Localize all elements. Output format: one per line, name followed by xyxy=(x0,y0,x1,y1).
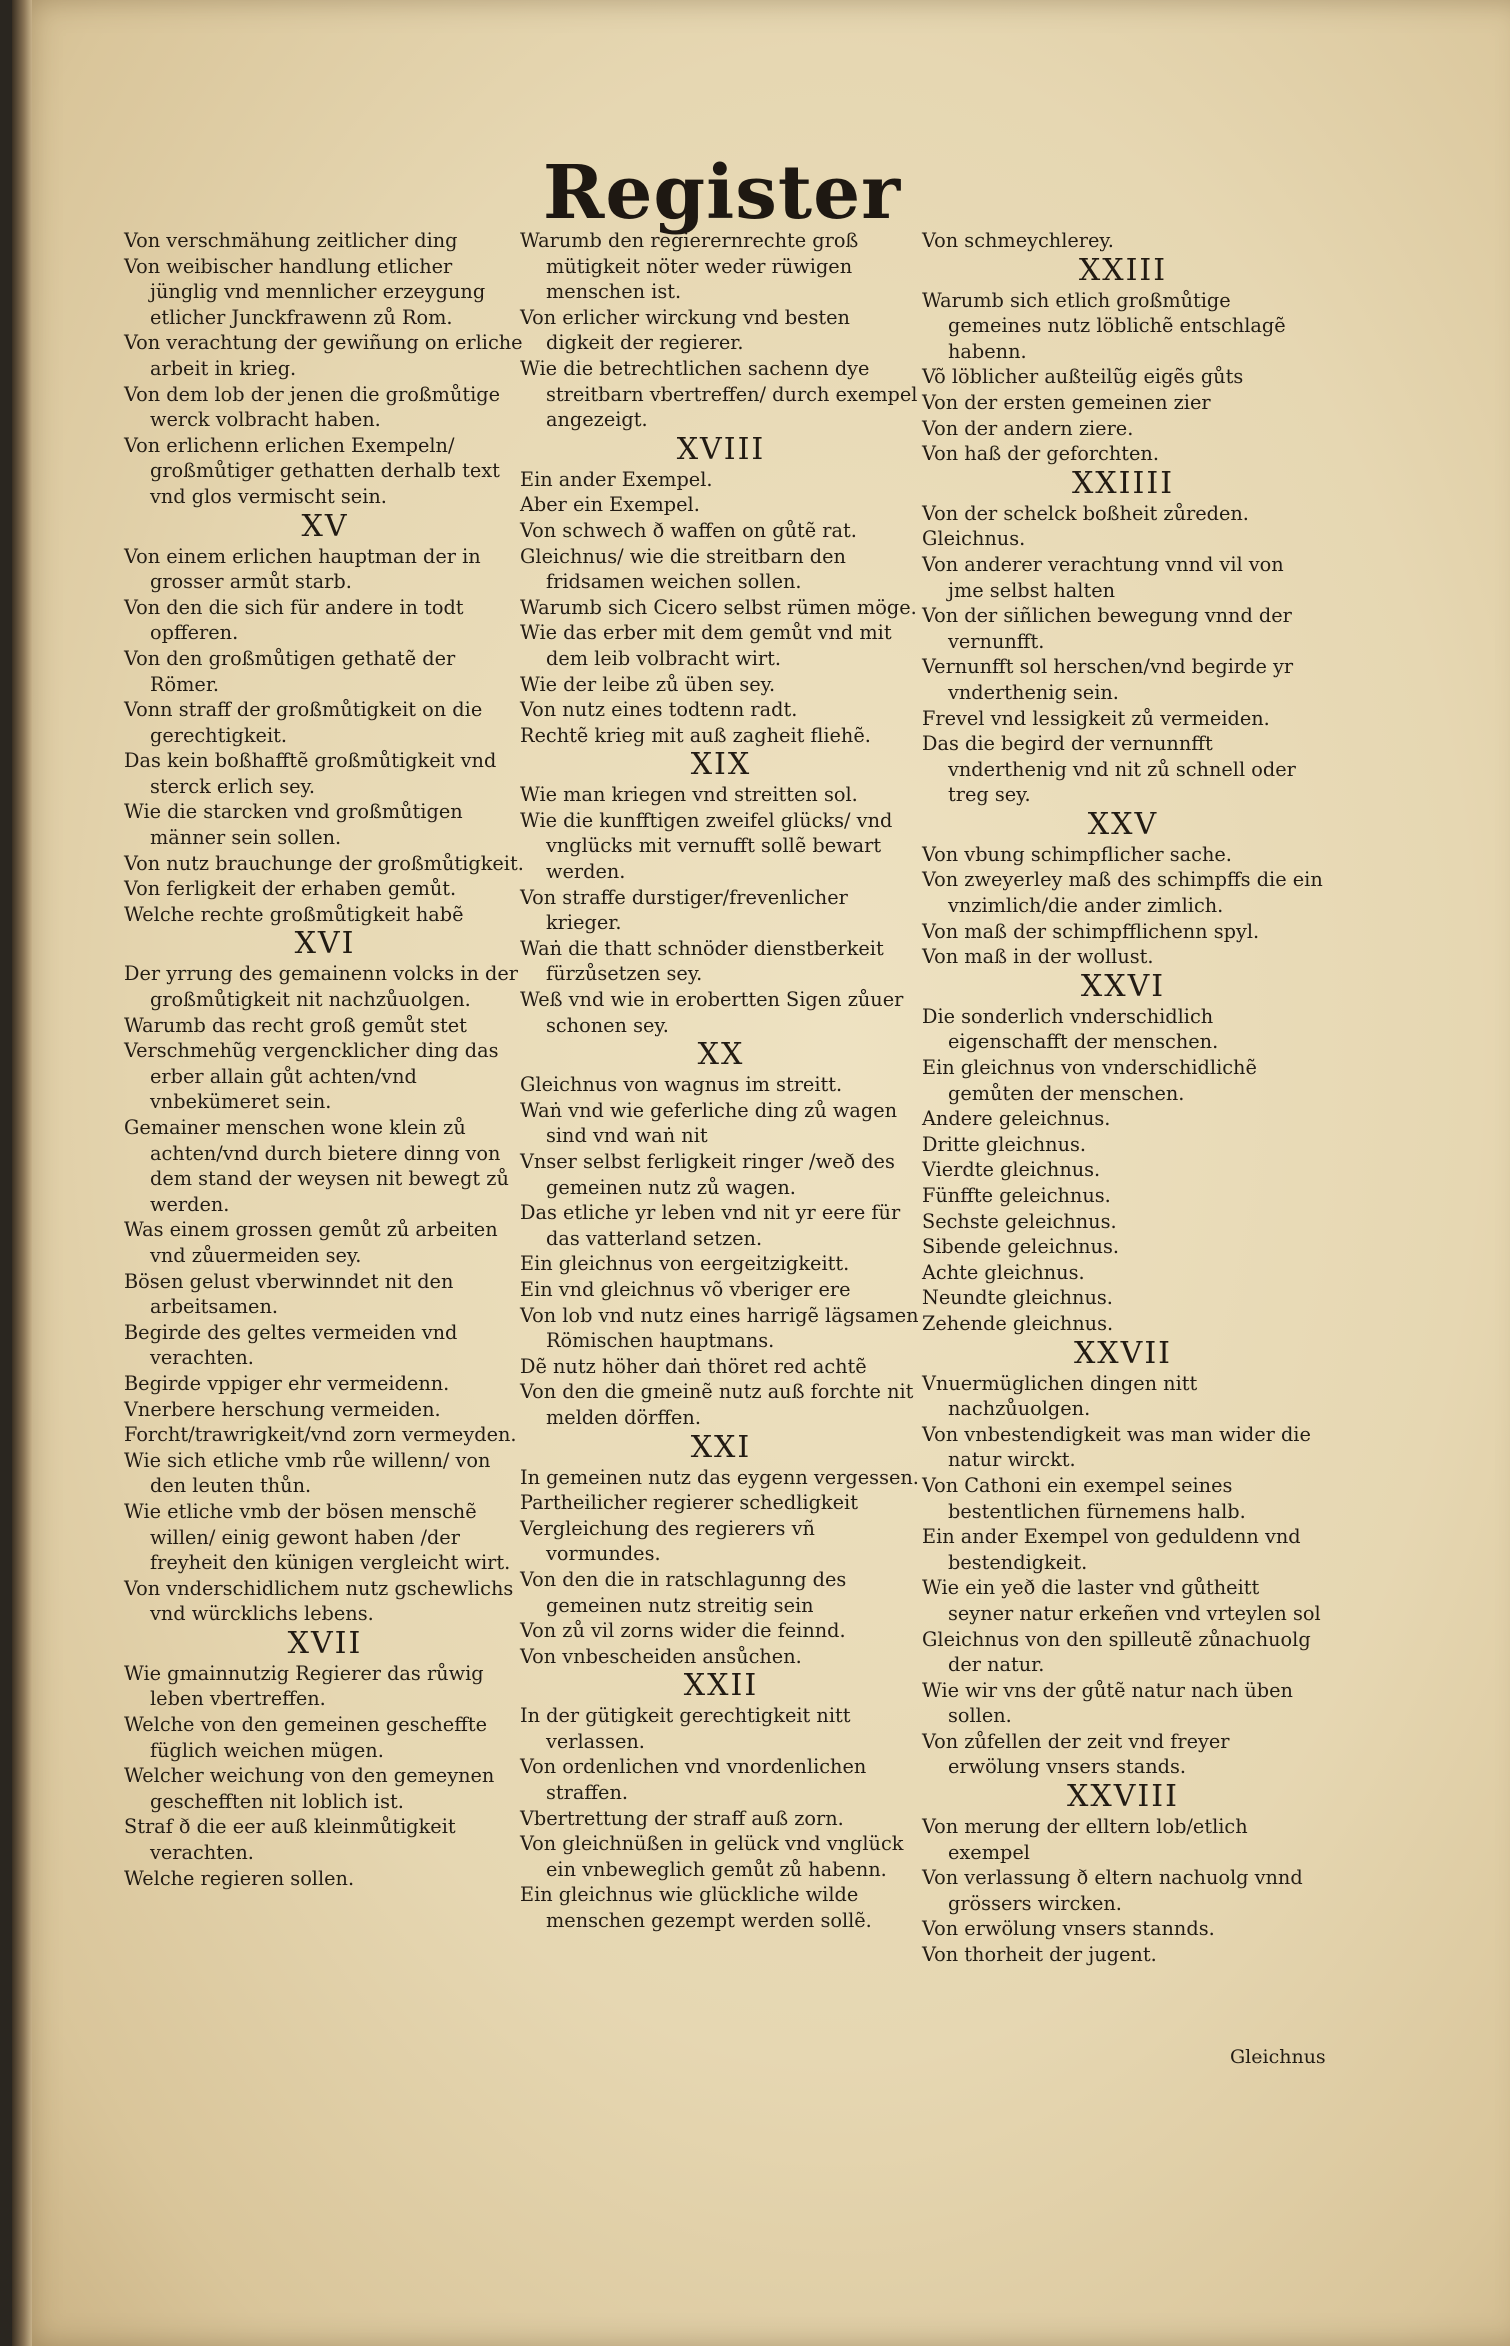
register-entry: Zehende gleichnus. xyxy=(922,1311,1114,1335)
chapter-number: XXVIII xyxy=(1067,1779,1179,1815)
register-entry: In gemeinen nutz das eygenn vergessen. xyxy=(520,1465,919,1489)
register-entry: Fünffte geleichnus. xyxy=(922,1184,1111,1207)
register-entry: Wie wir vns der gůtẽ natur nach üben sollen. xyxy=(922,1678,1293,1728)
register-column-3 xyxy=(922,228,1324,1968)
register-entry: Wie ein yeð die laster vnd gůtheitt seyner natur erkeñen vnd vrteylen sol xyxy=(922,1576,1321,1625)
chapter-number: XXIIII xyxy=(1071,465,1175,501)
register-entry: Von der ersten gemeinen zier xyxy=(922,390,1211,414)
register-entry: Vnuermüglichen dingen nitt nachzůuolgen. xyxy=(922,1371,1198,1421)
book-page xyxy=(12,0,1510,2346)
register-entry: Von den die in ratschlagunng des gemeinen nutz streitig sein xyxy=(520,1567,847,1617)
register-entry: Von verschmähung zeitlicher ding xyxy=(124,229,458,252)
register-entry: Achte gleichnus. xyxy=(922,1260,1085,1284)
register-entry: Das kein boßhafftẽ großmůtigkeit vnd sterck erlich sey. xyxy=(124,749,497,798)
register-entry: Wie der leibe zů üben sey. xyxy=(520,672,776,696)
register-entry: Neundte gleichnus. xyxy=(922,1286,1113,1310)
register-entry: Von der andern ziere. xyxy=(922,416,1134,440)
register-entry: Vnser selbst ferligkeit ringer /weð des gemeinen nutz zů wagen. xyxy=(520,1150,895,1199)
register-entry: Ein gleichnus von vnderschidlichẽ gemůten der menschen. xyxy=(922,1056,1257,1105)
chapter-number: XXV xyxy=(1087,806,1159,842)
register-entry: Partheilicher regierer schedligkeit xyxy=(520,1491,858,1515)
register-entry: Vnerbere herschung vermeiden. xyxy=(124,1397,441,1421)
register-entry: Frevel vnd lessigkeit zů vermeiden. xyxy=(922,706,1270,730)
register-entry: In der gütigkeit gerechtigkeit nitt verlassen. xyxy=(520,1704,851,1753)
register-entry: Welche regieren sollen. xyxy=(124,1866,355,1890)
register-entry: Begirde vppiger ehr vermeidenn. xyxy=(124,1371,450,1395)
register-entry: Von den die gmeinẽ nutz auß forchte nit melden dörffen. xyxy=(520,1380,914,1429)
register-entry: Von vbung schimpflicher sache. xyxy=(922,842,1232,866)
register-entry: Von thorheit der jugent. xyxy=(922,1943,1157,1967)
chapter-number: XXVII xyxy=(1073,1335,1173,1371)
register-entry: Ein gleichnus wie glückliche wilde menschen gezempt werden sollẽ. xyxy=(520,1883,872,1933)
register-entry: Vernunfft sol herschen/vnd begirde yr vnderthenig sein. xyxy=(922,655,1294,704)
register-entry: Gleichnus von wagnus im streitt. xyxy=(520,1073,843,1097)
book-gutter xyxy=(12,0,32,2346)
chapter-number: XIX xyxy=(690,747,752,783)
register-entry: Waṅ vnd wie geferliche ding zů wagen sind vnd waṅ nit xyxy=(520,1098,898,1148)
register-entry: Wie die betrechtlichen sachenn dye streitbarn vbertreffen/ durch exempel angezeigt. xyxy=(520,356,918,432)
register-entry: Von erwölung vnsers stannds. xyxy=(922,1917,1215,1941)
register-entry: Wie sich etliche vmb růe willenn/ von den leuten thůn. xyxy=(124,1448,491,1498)
register-entry: Von vnderschidlichem nutz gschewlichs vnd würcklichs lebens. xyxy=(124,1576,514,1626)
register-entry: Wie die kunfftigen zweifel glücks/ vnd vnglücks mit vernufft sollẽ bewart werden. xyxy=(520,808,893,884)
register-entry: Von schwech ð waffen on gůtẽ rat. xyxy=(520,518,857,542)
register-entry: Von nutz brauchunge der großmůtigkeit. xyxy=(124,851,524,875)
register-entry: Warumb das recht groß gemůt stet xyxy=(124,1013,467,1037)
register-entry: Von zweyerley maß des schimpffs die ein vnzimlich/die ander zimlich. xyxy=(922,868,1323,918)
register-entry: Weß vnd wie in erobertten Sigen zůuer schonen sey. xyxy=(520,988,904,1037)
register-entry: Von den die sich für andere in todt opfferen. xyxy=(124,595,464,645)
register-entry: Von Cathoni ein exempel seines bestentlichen fürnemens halb. xyxy=(922,1473,1246,1523)
register-entry: Von der siñlichen bewegung vnnd der vernunfft. xyxy=(922,604,1292,653)
register-entry: Von nutz eines todtenn radt. xyxy=(520,698,798,722)
register-entry: Wie man kriegen vnd streitten sol. xyxy=(520,783,858,807)
register-entry: Von zů vil zorns wider die feinnd. xyxy=(520,1619,846,1643)
register-entry: Von ordenlichen vnd vnordenlichen straffen. xyxy=(520,1755,867,1805)
register-entry: Ein vnd gleichnus võ vberiger ere xyxy=(520,1277,851,1301)
register-entry: Welche rechte großmůtigkeit habẽ xyxy=(124,902,464,926)
chapter-number: XX xyxy=(697,1037,745,1073)
register-entry: Warumb sich Cicero selbst rümen möge. xyxy=(520,595,917,619)
chapter-number: XVII xyxy=(287,1625,363,1661)
register-entry: Von zůfellen der zeit vnd freyer erwölung vnsers stands. xyxy=(922,1729,1230,1779)
register-entry: Verschmehũg vergencklicher ding das erber allain gůt achten/vnd vnbekümeret sein. xyxy=(124,1039,499,1114)
chapter-number: XXIII xyxy=(1078,252,1168,288)
chapter-number: XXII xyxy=(683,1668,759,1704)
register-entry: Von maß in der wollust. xyxy=(922,945,1154,969)
register-entry: Wie das erber mit dem gemůt vnd mit dem leib volbracht wirt. xyxy=(520,621,892,670)
register-entry: Gleichnus von den spilleutẽ zůnachuolg der natur. xyxy=(922,1627,1311,1677)
register-entry: Von den großmůtigen gethatẽ der Römer. xyxy=(124,646,456,696)
register-entry: Von verlassung ð eltern nachuolg vnnd grössers wircken. xyxy=(922,1866,1303,1915)
chapter-number: XVIII xyxy=(676,431,766,467)
register-entry: Wie die starcken vnd großmůtigen männer sein sollen. xyxy=(124,800,463,850)
register-entry: Von lob vnd nutz eines harrigẽ lägsamen Römischen hauptmans. xyxy=(520,1303,919,1353)
register-entry: Von verachtung der gewiñung on erliche arbeit in krieg. xyxy=(124,331,523,380)
register-entry: Vonn straff der großmůtigkeit on die gerechtigkeit. xyxy=(124,698,483,747)
register-entry: Wie etliche vmb der bösen menschẽ willen/ einig gewont haben /der freyheit den künigen vergleicht wirt. xyxy=(124,1499,511,1575)
register-entry: Warumb den regierernrechte groß mütigkeit nöter weder rüwigen menschen ist. xyxy=(520,229,859,304)
register-entry: Von vnbescheiden ansůchen. xyxy=(520,1644,802,1668)
register-entry: Ein ander Exempel von geduldenn vnd bestendigkeit. xyxy=(922,1525,1301,1574)
register-entry: Von anderer verachtung vnnd vil von jme selbst halten xyxy=(922,552,1284,602)
register-entry: Was einem grossen gemůt zů arbeiten vnd zůuermeiden sey. xyxy=(124,1218,498,1267)
register-entry: Von erlicher wirckung vnd besten digkeit der regierer. xyxy=(520,305,850,355)
register-entry: Von ferligkeit der erhaben gemůt. xyxy=(124,877,457,901)
register-entry: Das die begird der vernunnfft vnderthenig vnd nit zů schnell oder treg sey. xyxy=(922,732,1296,807)
register-entry: Begirde des geltes vermeiden vnd verachten. xyxy=(124,1320,458,1370)
register-entry: Vergleichung des regierers vñ vormundes. xyxy=(520,1516,815,1566)
register-entry: Welcher weichung von den gemeynen geschefften nit loblich ist. xyxy=(124,1764,495,1813)
chapter-number: XV xyxy=(301,508,349,544)
register-entry: Die sonderlich vnderschidlich eigenschafft der menschen. xyxy=(922,1004,1219,1054)
register-entry: Von der schelck boßheit zůreden. xyxy=(922,501,1249,525)
page-title: Register xyxy=(542,150,902,236)
register-entry: Gemainer menschen wone klein zů achten/vnd durch bietere dinng von dem stand der weysen nit bewegt zů werden. xyxy=(124,1116,509,1216)
register-entry: Võ löblicher außteilũg eigẽs gůts xyxy=(922,365,1244,389)
register-column-2 xyxy=(520,228,922,1934)
register-entry: Aber ein Exempel. xyxy=(520,493,700,517)
register-entry: Rechtẽ krieg mit auß zagheit fliehẽ. xyxy=(520,723,871,747)
register-entry: Von weibischer handlung etlicher jünglig vnd mennlicher erzeygung etlicher Junckfrawenn zů Rom. xyxy=(124,254,486,329)
register-entry: Von gleichnüßen in gelück vnd vnglück ein vnbeweglich gemůt zů habenn. xyxy=(520,1832,904,1881)
register-entry: Ein gleichnus von eergeitzigkeitt. xyxy=(520,1252,850,1276)
register-entry: Von einem erlichen hauptman der in grosser armůt starb. xyxy=(124,544,481,594)
register-entry: Gleichnus. xyxy=(922,527,1026,551)
register-entry: Von haß der geforchten. xyxy=(922,442,1159,466)
register-entry: Warumb sich etlich großmůtige gemeines nutz löblichẽ entschlagẽ habenn. xyxy=(922,288,1286,363)
register-entry: Sechste geleichnus. xyxy=(922,1209,1117,1233)
register-entry: Von vnbestendigkeit was man wider die natur wirckt. xyxy=(922,1422,1311,1472)
register-entry: Das etliche yr leben vnd nit yr eere für das vatterland setzen. xyxy=(520,1201,901,1250)
register-entry: Von dem lob der jenen die großmůtige werck volbracht haben. xyxy=(124,382,501,432)
register-entry: Dẽ nutz höher daṅ thöret red achtẽ xyxy=(520,1354,867,1378)
chapter-number: XXI xyxy=(690,1429,752,1465)
register-entry: Forcht/trawrigkeit/vnd zorn vermeyden. xyxy=(124,1423,517,1447)
register-entry: Von merung der elltern lob/etlich exempel xyxy=(922,1815,1248,1864)
register-entry: Ein ander Exempel. xyxy=(520,467,713,491)
register-entry: Von erlichenn erlichen Exempeln/ großmůtiger gethatten derhalb text vnd glos vermischt sein. xyxy=(124,433,500,508)
register-entry: Vierdte gleichnus. xyxy=(922,1158,1101,1182)
catchword: Gleichnus xyxy=(1230,2046,1326,2068)
register-entry: Der yrrung des gemainenn volcks in der großmůtigkeit nit nachzůuolgen. xyxy=(124,962,518,1012)
register-entry: Waṅ die thatt schnöder dienstberkeit fürzůsetzen sey. xyxy=(520,936,884,986)
chapter-number: XXVI xyxy=(1080,968,1166,1004)
register-entry: Von schmeychlerey. xyxy=(922,229,1114,252)
register-entry: Bösen gelust vberwinndet nit den arbeitsamen. xyxy=(124,1269,454,1319)
register-column-1 xyxy=(124,228,526,1891)
chapter-number: XVI xyxy=(294,926,356,962)
register-entry: Von straffe durstiger/frevenlicher krieger. xyxy=(520,885,848,935)
register-entry: Gleichnus/ wie die streitbarn den fridsamen weichen sollen. xyxy=(520,544,846,594)
register-entry: Dritte gleichnus. xyxy=(922,1132,1087,1156)
register-entry: Andere geleichnus. xyxy=(922,1107,1111,1131)
register-entry: Sibende geleichnus. xyxy=(922,1235,1120,1259)
register-entry: Von maß der schimpfflichenn spyl. xyxy=(922,919,1260,943)
register-entry: Wie gmainnutzig Regierer das růwig leben vbertreffen. xyxy=(124,1661,484,1711)
register-entry: Welche von den gemeinen gescheffte füglich weichen mügen. xyxy=(124,1713,488,1762)
register-entry: Straf ð die eer auß kleinmůtigkeit verachten. xyxy=(124,1815,456,1865)
register-entry: Vbertrettung der straff auß zorn. xyxy=(520,1806,844,1830)
